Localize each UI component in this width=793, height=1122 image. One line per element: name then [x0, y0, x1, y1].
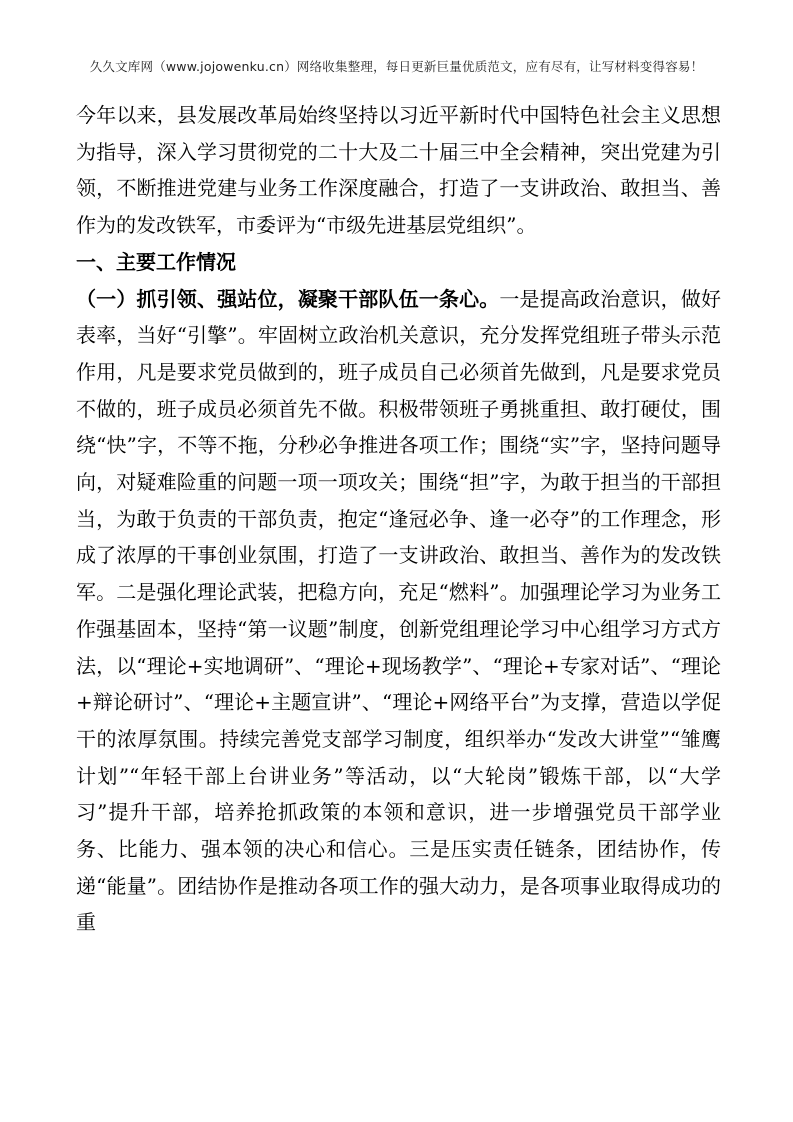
subsection-lead: （一）抓引领、强站位，凝聚干部队伍一条心。: [76, 286, 500, 311]
intro-paragraph: 今年以来，县发展改革局始终坚持以习近平新时代中国特色社会主义思想为指导，深入学习贯彻党的二十大及二十届三中全会精神，突出党建为引领，不断推进党建与业务工作深度融合，打造了一支讲政治、敢担当、善作为的发改铁军，市委评为“市级先进基层党组织”。: [76, 103, 721, 238]
subsection-body: 一是提高政治意识，做好表率，当好“引擎”。牢固树立政治机关意识，充分发挥党组班子带头示范作用，凡是要求党员做到的，班子成员自己必须首先做到，凡是要求党员不做的，班子成员必须首先不做。积极带领班子勇挑重担、敢打硬仗，围绕“快”字，不等不拖，分秒必争推进各项工作；围绕“实”字，坚持问题导向，对疑难险重的问题一项一项攻关；围绕“担”字，为敢于担当的干部担当，为敢于负责的干部负责，抱定“逢冠必争、逢一必夺”的工作理念，形成了浓厚的干事创业氛围，打造了一支讲政治、敢担当、善作为的发改铁军。二是强化理论武装，把稳方向，充足“燃料”。加强理论学习为业务工作强基固本，坚持“第一议题”制度，创新党组理论学习中心组学习方式方法，以“理论+实地调研”、“理论+现场教学”、“理论+专家对话”、“理论+辩论研讨”、“理论+主题宣讲”、“理论+网络平台”为支撑，营造以学促干的浓厚氛围。持续完善党支部学习制度，组织举办“发改大讲堂”“雏鹰计划”“年轻干部上台讲业务”等活动，以“大轮岗”锻炼干部，以“大学习”提升干部，培养抢抓政策的本领和意识，进一步增强党员干部学业务、比能力、强本领的决心和信心。三是压实责任链条，团结协作，传递“能量”。团结协作是推动各项工作的强大动力，是各项事业取得成功的重: [76, 286, 722, 935]
subsection-paragraph: [76, 281, 721, 942]
document-body: [76, 97, 721, 941]
section-heading: 一、主要工作情况: [76, 249, 236, 274]
page-header: 久久文库网（www.jojowenku.cn）网络收集整理，每日更新巨量优质范文，应有尽有，让写材料变得容易！: [89, 59, 704, 74]
